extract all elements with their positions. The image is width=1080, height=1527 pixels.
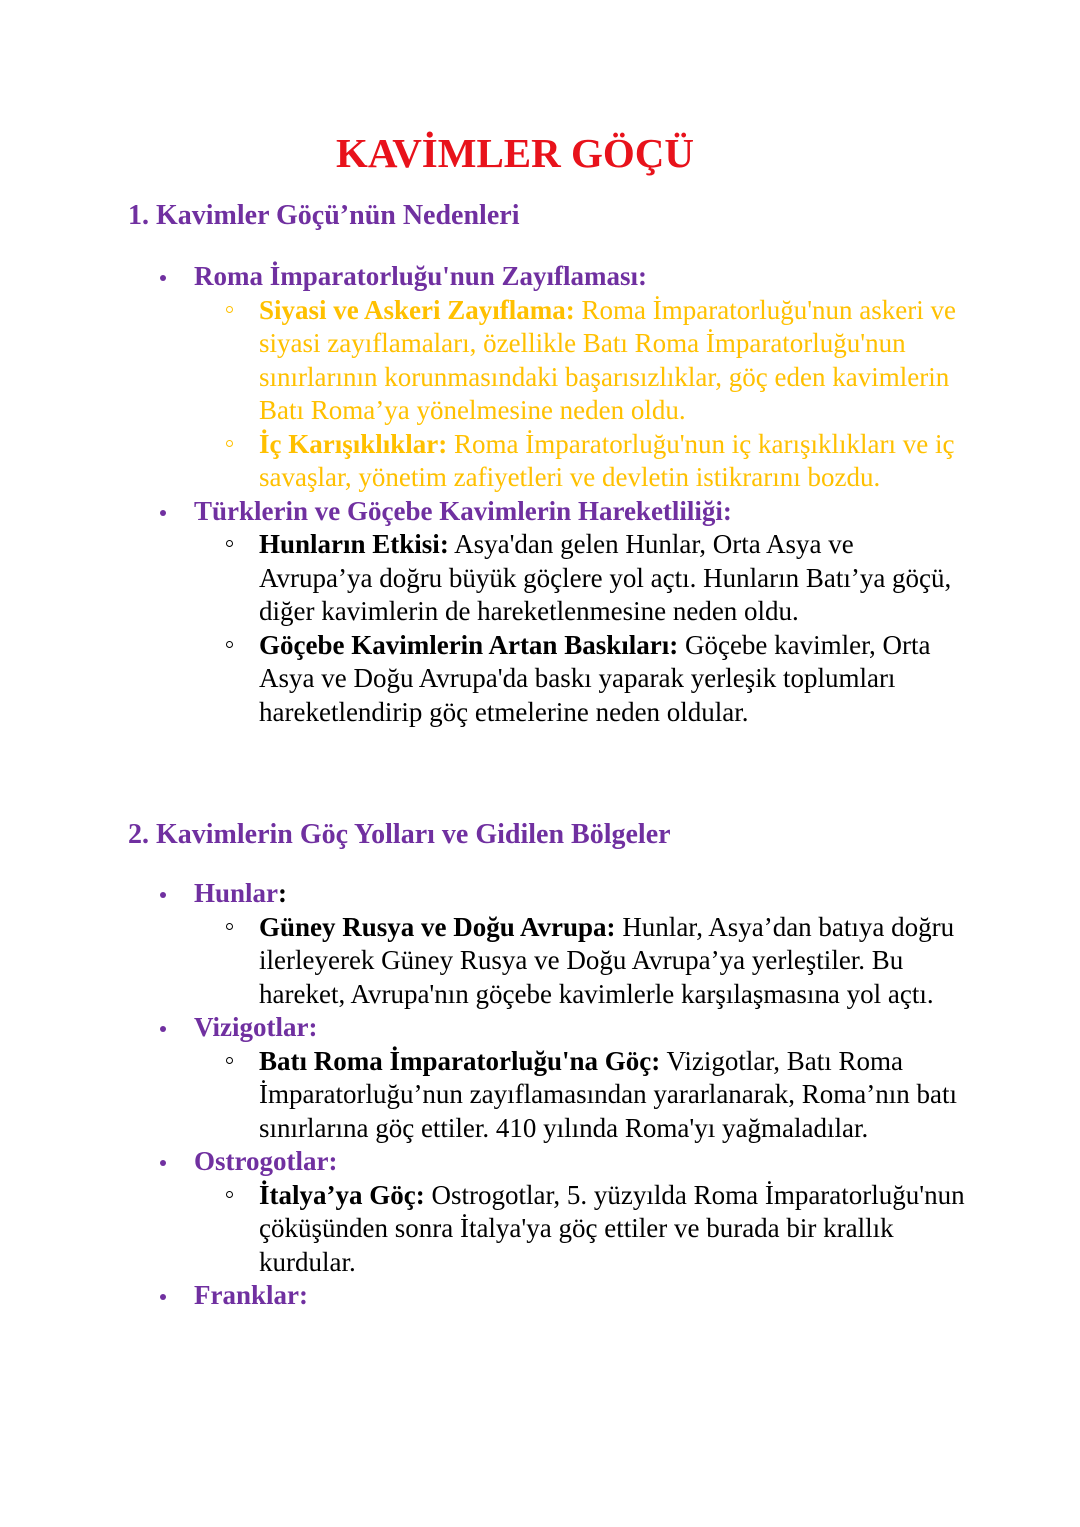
sub-item-western-rome-migration bbox=[0, 1045, 1080, 1146]
section-routes-list bbox=[0, 877, 1080, 1313]
bullet-dot-icon bbox=[160, 1294, 166, 1300]
bullet-ostrogoths bbox=[0, 1145, 1080, 1179]
sub-item-text: Vizigotlar, Batı Roma İmparatorluğu’nun zayıflamasından yararlanarak, Roma’nın batı sınırlarına göç ettiler. 410 yılında Roma'yı yağmaladılar. bbox=[259, 1045, 957, 1143]
sub-item-text: Hunlar, Asya’dan batıya doğru ilerleyerek Güney Rusya ve Doğu Avrupa’ya yerleştiler. Bu hareket, Avrupa'nın göçebe kavimlerle karşılaşmasına yol açtı. bbox=[259, 911, 955, 1009]
hollow-circle-bullet-icon bbox=[226, 540, 233, 547]
bullet-label: Hunlar bbox=[194, 878, 279, 908]
sub-item-internal-turmoil bbox=[0, 428, 1080, 495]
bullet-dot-icon bbox=[160, 892, 166, 898]
bullet-huns bbox=[0, 877, 1080, 911]
bullet-dot-icon bbox=[160, 1160, 166, 1166]
sub-item-nomadic-pressure bbox=[0, 629, 1080, 730]
bullet-nomadic-mobility bbox=[0, 495, 1080, 529]
section-heading-routes: 2. Kavimlerin Göç Yolları ve Gidilen Bölgeler bbox=[128, 819, 671, 850]
bullet-label: Franklar: bbox=[194, 1280, 308, 1310]
bullet-dot-icon bbox=[160, 510, 166, 516]
sub-item-text: Roma İmparatorluğu'nun iç karışıklıkları ve iç savaşlar, yönetim zafiyetleri ve devletin istikrarını bozdu. bbox=[259, 428, 955, 492]
bullet-label: Ostrogotlar: bbox=[194, 1146, 338, 1176]
hollow-circle-bullet-icon bbox=[226, 306, 233, 313]
bullet-roma-weakening bbox=[0, 260, 1080, 294]
bullet-label: Vizigotlar: bbox=[194, 1012, 318, 1042]
bullet-franks bbox=[0, 1279, 1080, 1313]
section-heading-causes: 1. Kavimler Göçü’nün Nedenleri bbox=[128, 200, 520, 231]
hollow-circle-bullet-icon bbox=[226, 1057, 233, 1064]
section-causes-list bbox=[0, 260, 1080, 729]
hollow-circle-bullet-icon bbox=[226, 641, 233, 648]
bullet-label: Roma İmparatorluğu'nun Zayıflaması: bbox=[194, 261, 648, 291]
sub-item-title: Siyasi ve Askeri Zayıflama: bbox=[259, 294, 575, 325]
page-title: KAVİMLER GÖÇÜ bbox=[335, 130, 695, 176]
sub-item-political-military bbox=[0, 294, 1080, 428]
sub-item-title: İç Karışıklıklar: bbox=[259, 428, 448, 459]
bullet-dot-icon bbox=[160, 1026, 166, 1032]
sub-item-title: Batı Roma İmparatorluğu'na Göç: bbox=[259, 1045, 661, 1076]
sub-item-text: Ostrogotlar, 5. yüzyılda Roma İmparatorluğu'nun çöküşünden sonra İtalya'ya göç ettiler ve burada bir krallık kurdular. bbox=[259, 1179, 965, 1277]
hollow-circle-bullet-icon bbox=[226, 440, 233, 447]
hollow-circle-bullet-icon bbox=[226, 1191, 233, 1198]
bullet-visigoths bbox=[0, 1011, 1080, 1045]
sub-item-title: Göçebe Kavimlerin Artan Baskıları: bbox=[259, 629, 679, 660]
bullet-label: Türklerin ve Göçebe Kavimlerin Hareketliliği: bbox=[194, 495, 732, 526]
sub-item-huns-effect bbox=[0, 528, 1080, 629]
sub-item-title: Hunların Etkisi: bbox=[259, 529, 449, 559]
sub-item-text: Roma İmparatorluğu'nun askeri ve siyasi zayıflamaları, özellikle Batı Roma İmparatorluğu'nun sınırlarının korunmasındaki başarısızlıklar, göç eden kavimlerin Batı Roma’ya yönelmesine neden oldu. bbox=[259, 294, 957, 425]
sub-item-south-russia bbox=[0, 911, 1080, 1012]
sub-item-italy-migration bbox=[0, 1179, 1080, 1280]
bullet-label-colon: : bbox=[278, 878, 288, 908]
sub-item-text: Asya'dan gelen Hunlar, Orta Asya ve Avrupa’ya doğru büyük göçlere yol açtı. Hunların Batı’ya göçü, diğer kavimlerin de hareketlenmesine neden oldu. bbox=[259, 529, 952, 626]
sub-item-title: Güney Rusya ve Doğu Avrupa: bbox=[259, 911, 616, 942]
sub-item-text: Göçebe kavimler, Orta Asya ve Doğu Avrupa'da baskı yaparak yerleşik toplumları hareketlendirip göç etmelerine neden oldular. bbox=[259, 629, 931, 727]
bullet-dot-icon bbox=[160, 275, 166, 281]
hollow-circle-bullet-icon bbox=[226, 923, 233, 930]
sub-item-title: İtalya’ya Göç: bbox=[259, 1179, 425, 1210]
